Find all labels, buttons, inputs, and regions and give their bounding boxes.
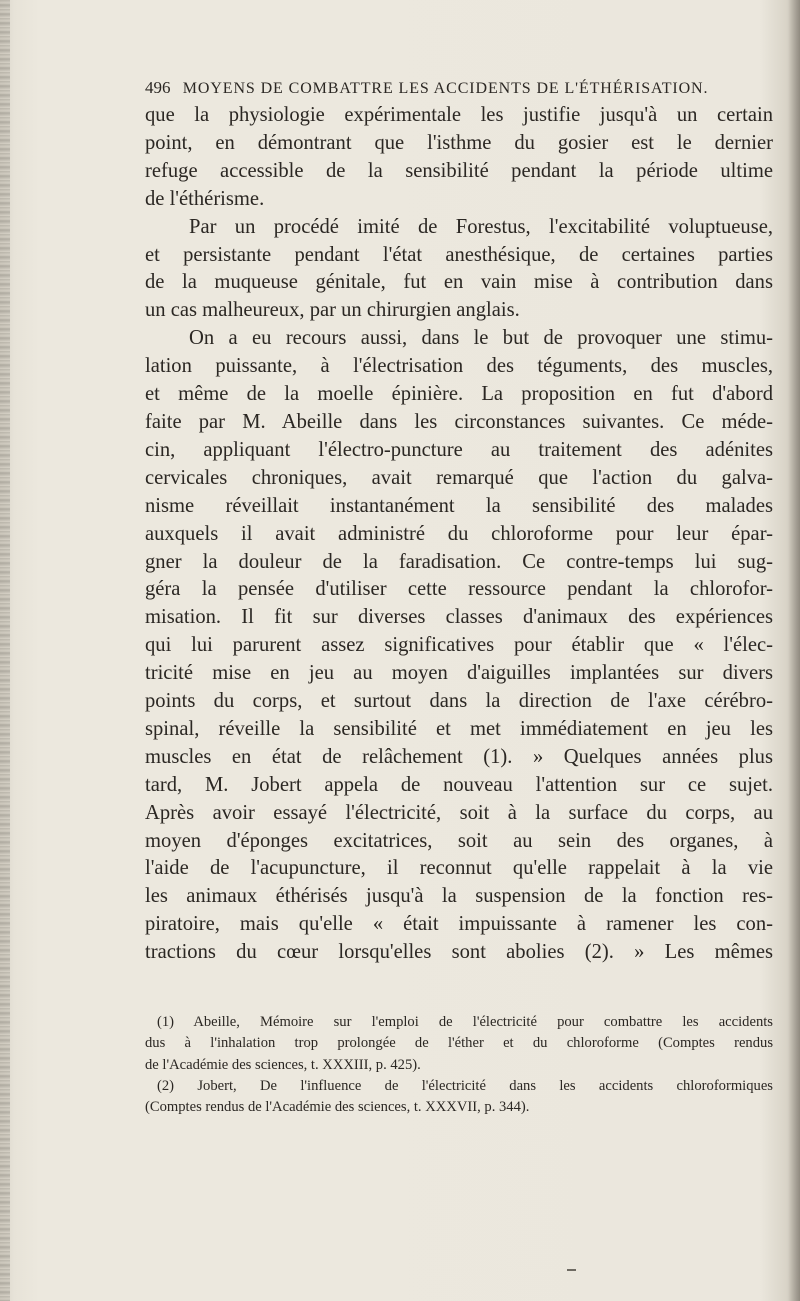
footnote-line: (Comptes rendus de l'Académie des sciences, t. XXXVII, p. 344). xyxy=(145,1099,530,1116)
text-line: de l'éthérisme. xyxy=(145,187,265,210)
text-line: piratoire, mais qu'elle « était impuissante à ramener les con- xyxy=(145,913,773,936)
text-line: On a eu recours aussi, dans le but de provoquer une stimu- xyxy=(189,327,773,350)
printer-mark xyxy=(567,1269,576,1271)
footnote-line: de l'Académie des sciences, t. XXXIII, p. 425). xyxy=(145,1056,421,1073)
text-line: nisme réveillait instantanément la sensibilité des malades xyxy=(145,494,773,517)
text-line: tard, M. Jobert appela de nouveau l'attention sur ce sujet. xyxy=(145,773,773,796)
text-line: les animaux éthérisés jusqu'à la suspension de la fonction res- xyxy=(145,885,773,908)
text-line: un cas malheureux, par un chirurgien anglais. xyxy=(145,299,520,322)
text-line: qui lui parurent assez significatives pour établir que « l'élec- xyxy=(145,634,773,657)
main-text xyxy=(145,102,773,967)
text-line: l'aide de l'acupuncture, il reconnut qu'elle rappelait à la vie xyxy=(145,857,773,880)
text-line: misation. Il fit sur diverses classes d'animaux des expériences xyxy=(145,606,773,629)
text-line: muscles en état de relâchement (1). » Quelques années plus xyxy=(145,745,773,768)
text-line: et persistante pendant l'état anesthésique, de certaines parties xyxy=(145,243,773,266)
text-line: moyen d'éponges excitatrices, soit au sein des organes, à xyxy=(145,829,773,852)
text-line: spinal, réveille la sensibilité et met immédiatement en jeu les xyxy=(145,717,773,740)
text-line: géra la pensée d'utiliser cette ressource pendant la chlorofor- xyxy=(145,578,773,601)
page-binding-edge xyxy=(0,0,10,1301)
text-line: tricité mise en jeu au moyen d'aiguilles implantées sur divers xyxy=(145,662,773,685)
text-line: Par un procédé imité de Forestus, l'excitabilité voluptueuse, xyxy=(189,215,773,238)
text-line: que la physiologie expérimentale les justifie jusqu'à un certain xyxy=(145,104,773,126)
text-line: cervicales chroniques, avait remarqué que l'action du galva- xyxy=(145,466,773,489)
text-line: refuge accessible de la sensibilité pendant la période ultime xyxy=(145,159,773,182)
running-title: MOYENS DE COMBATTRE LES ACCIDENTS DE L'ÉTHÉRISATION. xyxy=(182,80,709,97)
text-line: gner la douleur de la faradisation. Ce contre-temps lui sug- xyxy=(145,550,773,573)
text-line: faite par M. Abeille dans les circonstances suivantes. Ce méde- xyxy=(145,410,773,433)
text-line: de la muqueuse génitale, fut en vain mise à contribution dans xyxy=(145,271,773,294)
running-header xyxy=(145,78,775,98)
page-number: 496 xyxy=(145,78,171,97)
footnote-line: dus à l'inhalation trop prolongée de l'éther et du chloroforme (Comptes rendus xyxy=(145,1035,773,1052)
page-right-edge xyxy=(788,0,800,1301)
text-line: points du corps, et surtout dans la direction de l'axe cérébro- xyxy=(145,690,773,713)
text-line: et même de la moelle épinière. La proposition en fut d'abord xyxy=(145,383,773,406)
footnote-line: (2) Jobert, De l'influence de l'électricité dans les accidents chloroformiques xyxy=(157,1077,773,1094)
footnote-line: (1) Abeille, Mémoire sur l'emploi de l'électricité pour combattre les accidents xyxy=(157,1014,773,1030)
text-line: tractions du cœur lorsqu'elles sont abolies (2). » Les mêmes xyxy=(145,941,773,964)
footnotes xyxy=(145,1012,773,1118)
text-line: point, en démontrant que l'isthme du gosier est le dernier xyxy=(145,131,773,154)
text-line: cin, appliquant l'électro-puncture au traitement des adénites xyxy=(145,438,773,461)
text-line: auxquels il avait administré du chloroforme pour leur épar- xyxy=(145,522,773,545)
text-line: lation puissante, à l'électrisation des téguments, des muscles, xyxy=(145,355,773,378)
text-line: Après avoir essayé l'électricité, soit à la surface du corps, au xyxy=(145,801,773,824)
